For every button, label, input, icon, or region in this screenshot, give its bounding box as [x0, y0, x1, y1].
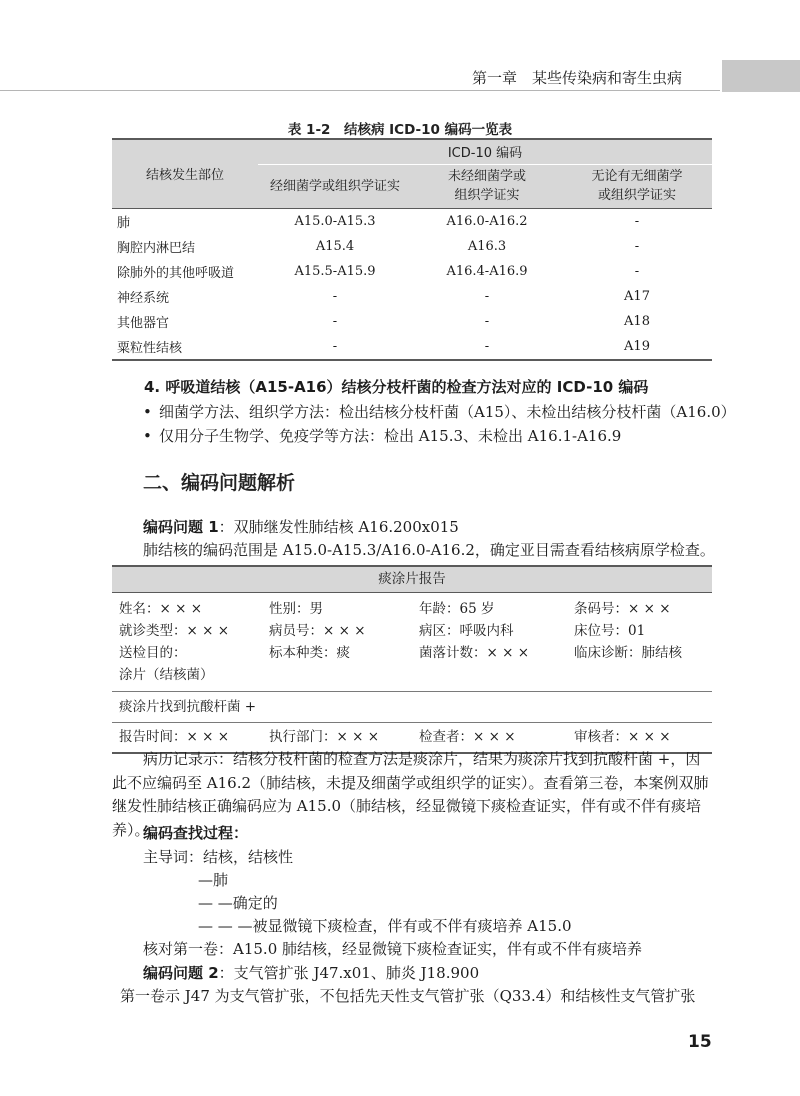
process-label: 编码查找过程： — [143, 824, 249, 842]
cell-site: 神经系统 — [117, 290, 170, 306]
site-column-header: 结核发生部位 — [112, 139, 258, 208]
question-2-explanation: 第一卷示 J47 为支气管扩张，不包括先天性支气管扩张（Q33.4）和结核性支气管扩张 — [120, 987, 696, 1005]
report-footer-field: 审核者：× × × — [574, 729, 671, 745]
list-item — [143, 425, 621, 446]
bullet-icon: • — [143, 427, 152, 445]
question-text: ：双肺继发性肺结核 A16.200x015 — [218, 518, 459, 536]
header-tab-decoration — [722, 60, 800, 92]
lead-term: 主导词：结核，结核性 — [143, 848, 294, 866]
report-field — [269, 665, 419, 685]
cell-code: - — [258, 334, 412, 360]
report-field: 条码号：× × × — [574, 601, 671, 617]
table-row — [112, 334, 712, 360]
report-fields — [112, 593, 712, 692]
page-number: 15 — [688, 1032, 712, 1052]
report-footer-field: 执行部门：× × × — [269, 729, 380, 745]
table-row — [112, 284, 712, 309]
cell-code: A15.4 — [315, 238, 355, 254]
col-header-either: 无论有无细菌学或组织学证实 — [562, 164, 712, 208]
cell-code: A15.5-A15.9 — [294, 263, 376, 279]
icd-table — [112, 138, 712, 361]
question-2 — [143, 962, 479, 983]
analysis-paragraph: 病历记录示：结核分枝杆菌的检查方法是痰涂片，结果为痰涂片找到抗酸杆菌 +，因此不应编码至 A16.2（肺结核，未提及细菌学或组织学的证实）。查看第三卷，本案例双肺继发性肺结核正确编码应为 A15.0（肺结核，经显微镜下痰检查证实，伴有或不伴有痰培养）。 — [112, 750, 709, 839]
table-row — [112, 234, 712, 259]
icd-column-header: ICD-10 编码 — [258, 139, 712, 164]
cell-code: A16.0-A16.2 — [412, 208, 562, 234]
cell-code: A16.3 — [467, 238, 507, 254]
cell-code: - — [332, 288, 338, 304]
col-header-confirmed: 经细菌学或组织学证实 — [258, 164, 412, 208]
cell-code: - — [562, 208, 712, 234]
report-field: 临床诊断：肺结核 — [574, 645, 682, 661]
bullet-icon: • — [143, 403, 152, 421]
table-row — [112, 259, 712, 284]
report-footer-field: 报告时间：× × × — [119, 729, 230, 745]
report-field: 菌落计数：× × × — [419, 645, 530, 661]
question-1 — [143, 516, 459, 537]
cell-code: A19 — [562, 334, 712, 360]
cell-site: 肺 — [112, 208, 258, 234]
cell-site: 除肺外的其他呼吸道 — [117, 265, 235, 281]
report-field — [419, 665, 574, 685]
cell-code: A16.4-A16.9 — [446, 263, 528, 279]
sub-term-2: — —确定的 — [198, 894, 278, 912]
cell-code: - — [484, 313, 490, 329]
col-header-unconfirmed: 未经细菌学或组织学证实 — [412, 164, 562, 208]
report-field — [574, 665, 719, 685]
cell-code: A17 — [624, 288, 650, 304]
cell-code: - — [412, 334, 562, 360]
item4-heading: 4. 呼吸道结核（A15-A16）结核分枝杆菌的检查方法对应的 ICD-10 编码 — [144, 378, 649, 396]
cell-code: A15.0-A15.3 — [258, 208, 412, 234]
report-field: 年龄：65 岁 — [419, 601, 495, 617]
report-field: 性别：男 — [269, 601, 323, 617]
report-field: 送检目的： — [119, 645, 187, 661]
question-label: 编码问题 2 — [143, 964, 219, 982]
verify-line: 核对第一卷：A15.0 肺结核，经显微镜下痰检查证实，伴有或不伴有痰培养 — [143, 940, 643, 958]
cell-site: 胸腔内淋巴结 — [117, 240, 196, 256]
sub-term-3: — — —被显微镜下痰检查，伴有或不伴有痰培养 A15.0 — [198, 917, 572, 935]
table-row — [112, 208, 712, 234]
question-label: 编码问题 1 — [143, 518, 219, 536]
cell-site: 粟粒性结核 — [112, 334, 258, 360]
chapter-header: 第一章 某些传染病和寄生虫病 — [471, 69, 682, 87]
sputum-report — [112, 565, 712, 754]
bullet-text: 仅用分子生物学、免疫学等方法：检出 A15.3、未检出 A16.1-A16.9 — [159, 427, 622, 445]
question-text: ：支气管扩张 J47.x01、肺炎 J18.900 — [218, 964, 480, 982]
report-field: 标本种类：痰 — [269, 645, 350, 661]
report-field: 就诊类型：× × × — [119, 623, 230, 639]
report-field: 床位号：01 — [574, 623, 646, 639]
cell-code: - — [634, 238, 640, 254]
cell-code: - — [634, 263, 640, 279]
report-result: 痰涂片找到抗酸杆菌 + — [112, 692, 712, 723]
report-footer-field: 检查者：× × × — [419, 729, 516, 745]
cell-site: 其他器官 — [117, 315, 170, 331]
list-item — [143, 401, 736, 422]
cell-code: - — [484, 288, 490, 304]
report-field: 病员号：× × × — [269, 623, 366, 639]
question-1-explanation: 肺结核的编码范围是 A15.0-A15.3/A16.0-A16.2，确定亚目需查看结核病原学检查。 — [143, 541, 715, 559]
sub-term-1: —肺 — [198, 871, 229, 889]
cell-code: - — [332, 313, 338, 329]
section-heading: 二、编码问题解析 — [143, 472, 296, 494]
cell-code: A18 — [624, 313, 650, 329]
bullet-text: 细菌学方法、组织学方法：检出结核分枝杆菌（A15）、未检出结核分枝杆菌（A16.0） — [159, 403, 736, 421]
report-field: 姓名：× × × — [119, 601, 203, 617]
report-field: 病区：呼吸内科 — [419, 623, 514, 639]
table-title: 表 1-2 结核病 ICD-10 编码一览表 — [287, 122, 513, 138]
table-row — [112, 309, 712, 334]
report-title: 痰涂片报告 — [112, 565, 712, 593]
report-field: 涂片（结核菌） — [119, 667, 214, 683]
header-divider — [0, 90, 720, 91]
